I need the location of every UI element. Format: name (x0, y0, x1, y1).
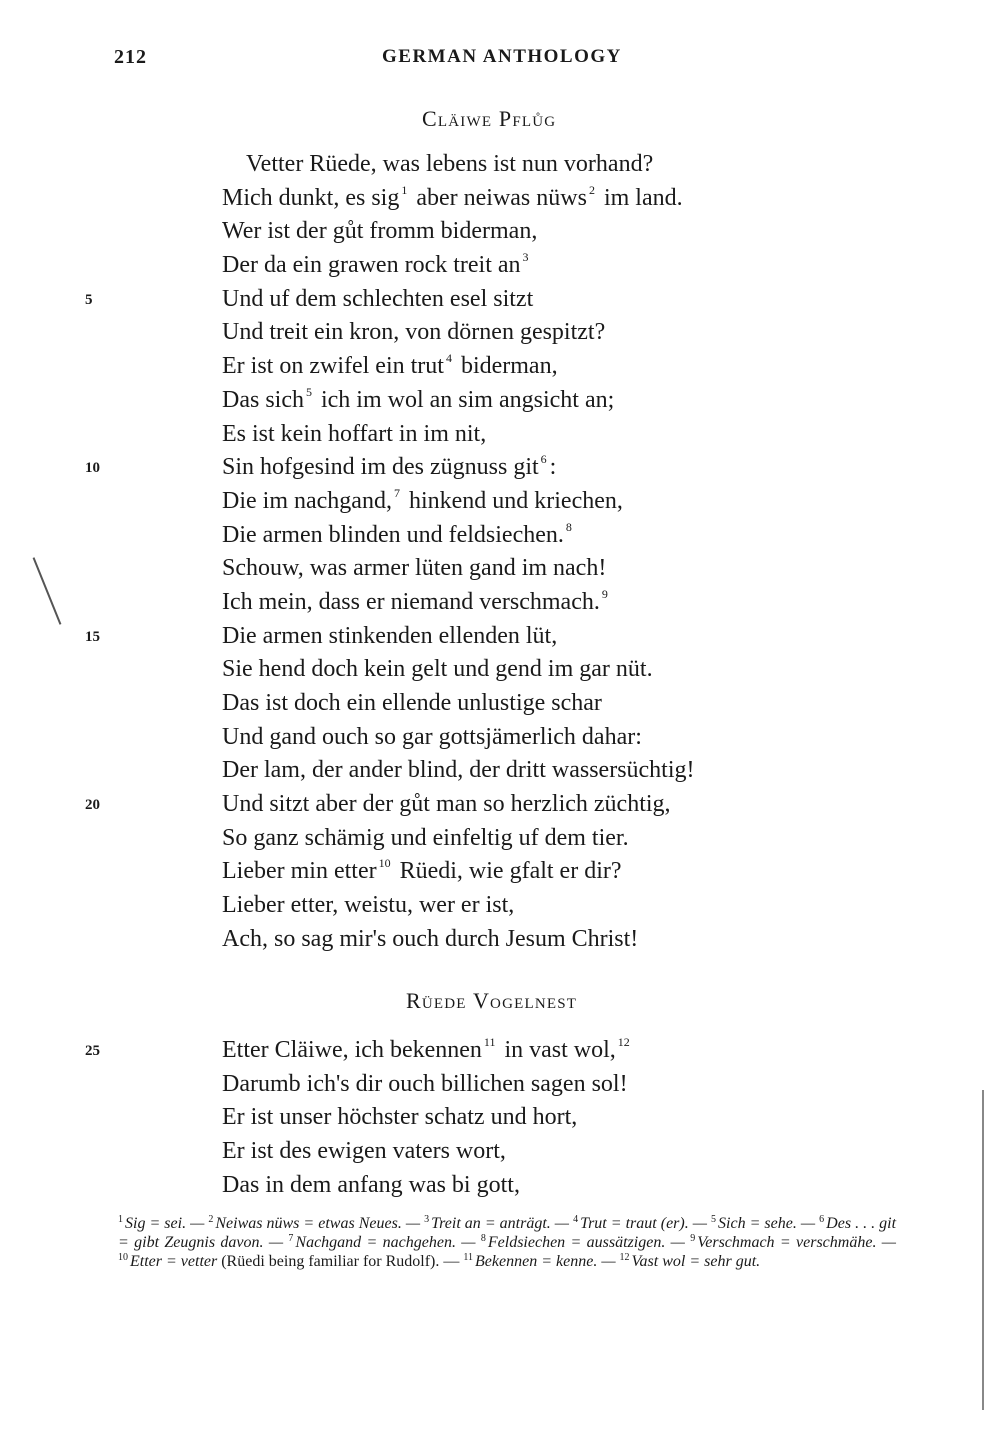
footnote-ref: 11 (483, 1035, 496, 1049)
verse-line (222, 418, 842, 452)
footnote (690, 1234, 896, 1251)
verse-text: Etter Cläiwe, ich bekennen (222, 1037, 482, 1063)
verse-text: Und uf dem schlechten esel sitzt (222, 285, 534, 312)
footnote-number: 1 (118, 1214, 123, 1225)
verse-text: Das ist doch ein ellende unlustige schar (222, 690, 602, 716)
footnote-ref: 12 (617, 1035, 630, 1049)
verse-text: Und sitzt aber der gůt man so herzlich züchtig, (222, 791, 671, 818)
footnote-ref: 2 (588, 182, 595, 197)
verse-line (222, 182, 842, 216)
verse-line (222, 316, 842, 350)
verse-line (222, 1101, 842, 1135)
footnote (424, 1215, 569, 1232)
verse-line (85, 620, 842, 654)
footnote-number: 11 (463, 1252, 474, 1263)
footnote-ref: 4 (445, 351, 452, 366)
verse-line (222, 350, 842, 384)
verse-text: Die armen stinkenden ellenden lüt, (222, 622, 558, 649)
footnote-text: Sig = sei. — (125, 1215, 205, 1232)
footnote-text-roman: (Rüedi being familiar for Rudolf). — (217, 1253, 460, 1270)
verse-text: hinkend und kriechen, (402, 487, 623, 514)
footnote-number: 2 (208, 1214, 214, 1225)
footnote-text: Trut = traut (er). — (580, 1215, 707, 1232)
verse-text: Sin hofgesind im des zügnuss git (222, 454, 539, 481)
verse-line (222, 687, 842, 721)
verse-text: Das sich (222, 386, 304, 413)
verse-line (222, 889, 842, 923)
verse-text: Und treit ein kron, von dörnen gespitzt? (222, 319, 606, 346)
verse-line (222, 1135, 842, 1169)
footnote (573, 1215, 707, 1232)
footnote-number: 7 (288, 1233, 294, 1244)
verse-line (222, 721, 842, 755)
footnote-ref: 8 (565, 519, 572, 534)
verse-line (222, 586, 842, 620)
footnote-text: Sich = sehe. — (718, 1215, 816, 1232)
verse-text: Es ist kein hoffart in im nit, (222, 420, 487, 447)
footnote-ref: 10 (378, 856, 391, 871)
footnote-text: Etter = vetter (130, 1253, 218, 1270)
verse-line (222, 923, 842, 957)
verse-text: biderman, (454, 353, 558, 380)
footnote-text: Nachgand = nachgehen. — (295, 1234, 476, 1251)
verse-line (222, 148, 842, 182)
line-number: 25 (85, 1043, 100, 1059)
line-number: 15 (85, 628, 100, 645)
footnote-number: 6 (819, 1214, 825, 1225)
verse-text: Mich dunkt, es sig (222, 184, 400, 211)
footnote-text: Vast wol = sehr gut. (631, 1253, 761, 1270)
footnote-number: 8 (480, 1233, 486, 1244)
verse-text: Sie hend doch kein gelt und gend im gar nüt. (222, 656, 653, 683)
footnote-text: Verschmach = verschmähe. — (697, 1234, 897, 1251)
verse-text: in vast wol, (498, 1037, 616, 1063)
footnote-ref: 9 (601, 586, 608, 601)
footnote (463, 1253, 615, 1270)
page-edge-line (982, 1090, 984, 1410)
footnote-text: Bekennen = kenne. — (475, 1253, 616, 1270)
footnote (288, 1234, 475, 1251)
verse-text: Und gand ouch so gar gottsjämerlich dahar: (222, 723, 642, 750)
verse-text: Darumb ich's dir ouch billichen sagen sol! (222, 1070, 628, 1097)
section-title-claiwe: Cläiwe Pflůg (422, 106, 557, 131)
footnotes (118, 1214, 896, 1271)
verse-text: Der da ein grawen rock treit an (222, 252, 521, 279)
footnote (620, 1253, 761, 1270)
verse-line (85, 451, 842, 485)
verse-text: Rüedi, wie gfalt er dir? (393, 858, 622, 885)
footnote-ref: 3 (522, 250, 529, 265)
verse-line (222, 653, 842, 687)
verse-line (222, 249, 842, 283)
verse-text: Er ist on zwifel ein trut (222, 353, 444, 380)
footnote-number: 5 (711, 1214, 717, 1225)
footnote-number: 3 (424, 1214, 430, 1225)
verse-text: Schouw, was armer lüten gand im nach! (222, 555, 607, 582)
page-number: 212 (114, 46, 147, 68)
footnote-ref: 6 (540, 452, 547, 467)
verse-text: Ach, so sag mir's ouch durch Jesum Christ! (222, 925, 639, 952)
footnote-text: Treit an = anträgt. — (431, 1215, 570, 1232)
verse-line (222, 754, 842, 788)
footnote-number: 9 (690, 1233, 696, 1244)
verse-line (222, 822, 842, 856)
footnote-ref: 7 (393, 485, 400, 500)
verse-text: Er ist des ewigen vaters wort, (222, 1138, 506, 1165)
verse-text: ich im wol an sim angsicht an; (314, 386, 615, 413)
verse-text: Das in dem anfang was bi gott, (222, 1171, 520, 1198)
verse-text: Die armen blinden und feldsiechen. (222, 521, 564, 548)
footnote (118, 1215, 204, 1232)
verse-line (222, 485, 842, 519)
verse-line (85, 283, 842, 317)
line-number: 20 (85, 797, 100, 814)
footnote (208, 1215, 420, 1232)
verse-text: im land. (597, 184, 683, 211)
verse-block-ruede (85, 1034, 842, 1202)
footnote-text: Neiwas nüws = etwas Neues. — (215, 1215, 421, 1232)
verse-line (222, 519, 842, 553)
footnote-number: 12 (619, 1252, 630, 1263)
footnote-text: Des . . . git = gibt Zeugnis davon. — (118, 1215, 897, 1251)
verse-block-claiwe (85, 148, 842, 957)
footnote-ref: 5 (305, 384, 312, 399)
section-title-ruede: Rüede Vogelnest (406, 988, 578, 1013)
verse-line (222, 384, 842, 418)
footnote-ref: 1 (401, 182, 408, 197)
line-number: 5 (85, 291, 93, 308)
footnote-number: 10 (118, 1252, 128, 1263)
verse-line (85, 788, 842, 822)
book-title: GERMAN ANTHOLOGY (382, 46, 622, 67)
verse-line (222, 855, 842, 889)
verse-text: Ich mein, dass er niemand verschmach. (222, 588, 600, 615)
footnote-text: Feldsiechen = aussätzigen. — (487, 1234, 685, 1251)
verse-text: So ganz schämig und einfeltig uf dem tier. (222, 824, 629, 851)
footnote (118, 1253, 459, 1270)
footnote (711, 1215, 815, 1232)
line-number: 10 (85, 460, 100, 477)
running-head (0, 46, 1000, 74)
verse-text: Der lam, der ander blind, der dritt wassersüchtig! (222, 757, 695, 784)
verse-line (222, 1068, 842, 1102)
verse-line (222, 1169, 842, 1203)
verse-text: Lieber etter, weistu, wer er ist, (222, 892, 515, 919)
verse-line (85, 1034, 842, 1068)
margin-pencil-mark (33, 557, 62, 625)
footnote-number: 4 (573, 1214, 579, 1225)
verse-text: Vetter Rüede, was lebens ist nun vorhand? (246, 151, 654, 177)
footnote (481, 1234, 685, 1251)
verse-text: Die im nachgand, (222, 487, 392, 514)
verse-text: : (549, 454, 557, 481)
verse-text: Wer ist der gůt fromm biderman, (222, 218, 538, 245)
verse-text: Lieber min etter (222, 858, 377, 885)
verse-text: Er ist unser höchster schatz und hort, (222, 1104, 578, 1131)
verse-line (222, 552, 842, 586)
footnote-paragraph (118, 1214, 896, 1271)
verse-line (222, 215, 842, 249)
verse-text: aber neiwas nüws (410, 184, 587, 211)
